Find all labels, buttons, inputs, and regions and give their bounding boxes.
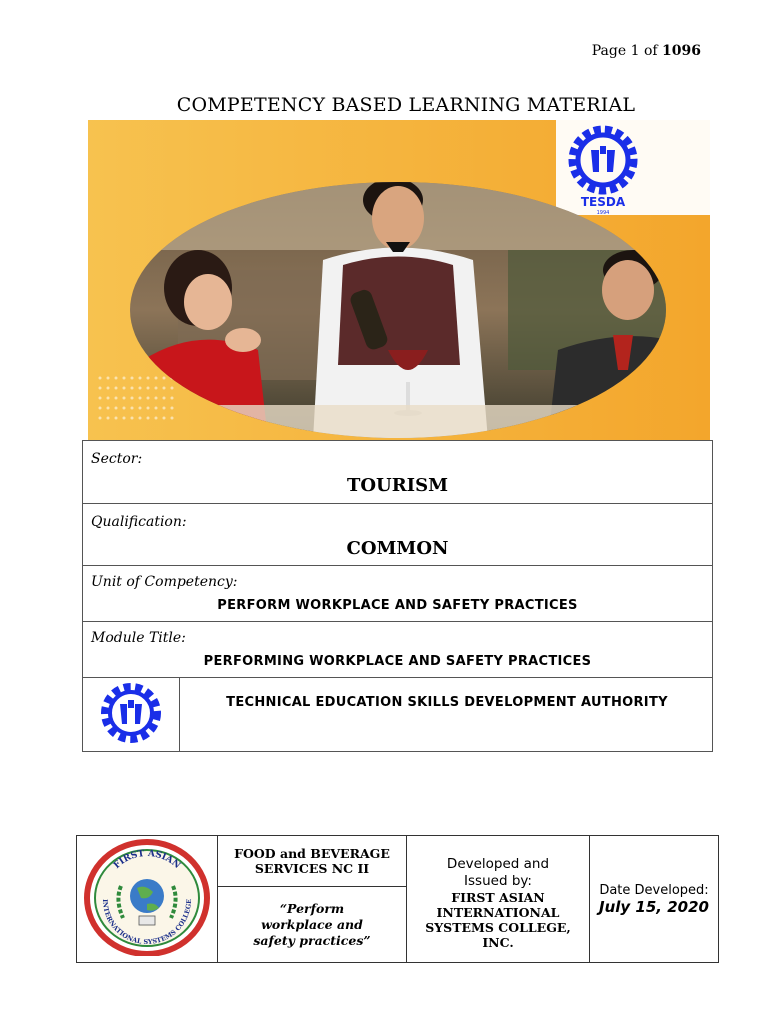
sector-row [83, 441, 713, 504]
sector-label: Sector: [91, 451, 143, 467]
qualification-row [83, 504, 713, 566]
footer-table [76, 835, 719, 963]
tesda-logo-icon [98, 680, 164, 746]
program-name: FOOD and BEVERAGE SERVICES NC II [234, 846, 390, 876]
unit-row [83, 566, 713, 622]
date-value: July 15, 2020 [599, 897, 709, 916]
developed-label: Developed and Issued by: [446, 856, 550, 889]
page-number-total: 1096 [662, 43, 701, 59]
unit-value: PERFORM WORKPLACE AND SAFETY PRACTICES [217, 598, 578, 613]
module-quote-cell [218, 887, 407, 963]
program-cell [218, 836, 407, 887]
page-number-prefix: Page 1 of [591, 43, 658, 59]
cover-image [88, 120, 710, 440]
info-table [82, 440, 713, 752]
module-label: Module Title: [91, 630, 186, 646]
authority-logo-cell [83, 678, 180, 752]
authority-name: TECHNICAL EDUCATION SKILLS DEVELOPMENT AUTHORITY [226, 695, 668, 710]
module-quote: “Perform workplace and safety practices” [253, 900, 371, 948]
module-value: PERFORMING WORKPLACE AND SAFETY PRACTICES [203, 654, 592, 669]
svg-text:TESDA: TESDA [580, 195, 626, 209]
date-cell [590, 836, 719, 963]
date-label: Date Developed: [599, 882, 709, 898]
sector-value: TOURISM [346, 475, 449, 496]
developer-cell [407, 836, 590, 963]
college-seal-icon [83, 838, 211, 956]
page-number [592, 43, 701, 59]
svg-text:INTERNATIONAL SYSTEMS COLLEGE: INTERNATIONAL SYSTEMS COLLEGE [100, 898, 194, 947]
qualification-label: Qualification: [91, 514, 187, 530]
module-row [83, 622, 713, 678]
developer-name: FIRST ASIAN INTERNATIONAL SYSTEMS COLLEGE, INC. [425, 890, 571, 950]
document-title: COMPETENCY BASED LEARNING MATERIAL [176, 94, 636, 116]
svg-text:FIRST ASIAN: FIRST ASIAN [112, 848, 182, 871]
qualification-value: COMMON [346, 538, 449, 559]
svg-text:1994: 1994 [596, 210, 610, 216]
unit-label: Unit of Competency: [91, 574, 238, 590]
authority-row [83, 678, 713, 752]
college-seal-cell [77, 836, 218, 963]
